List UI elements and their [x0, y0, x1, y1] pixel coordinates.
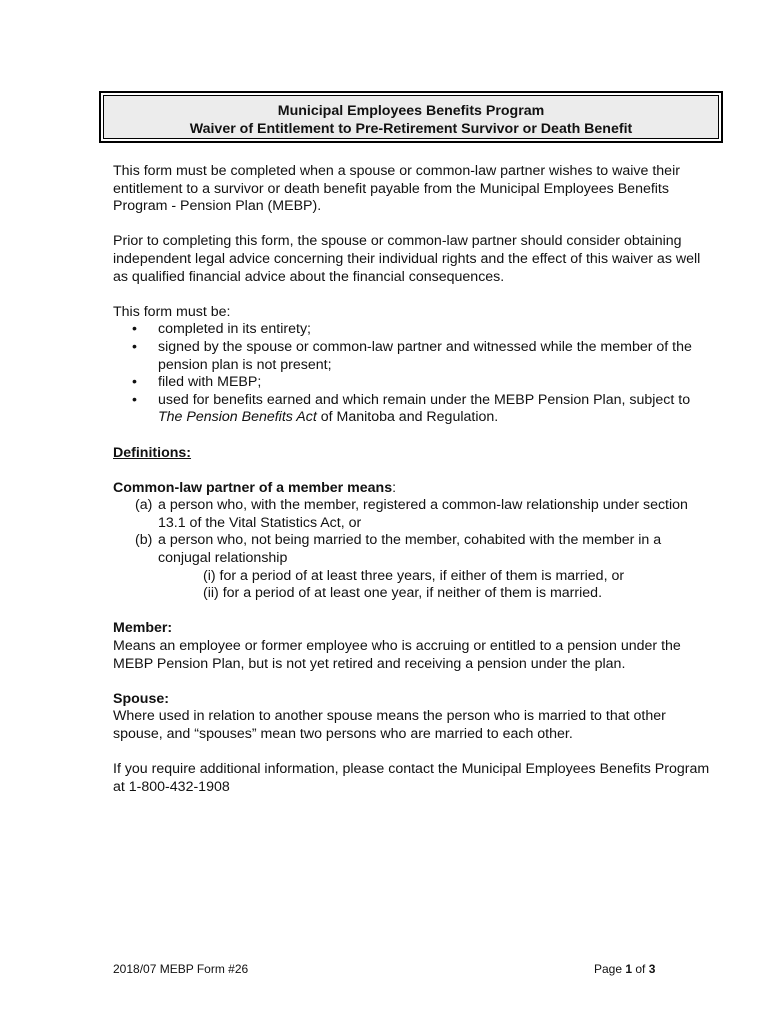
program-title: Municipal Employees Benefits Program [277, 103, 545, 119]
intro-paragraph-1: This form must be completed when a spouse or common-law partner wishes to waive their entitlement to a survivor or death benefit payable from the Municipal Employees Benefits Program - Pension Plan (MEBP). [113, 163, 680, 215]
requirement-text: filed with MEBP; [158, 374, 262, 391]
definitions-heading: Definitions: [113, 444, 192, 461]
page-total: 3 [648, 962, 656, 976]
definition-text: a person who, with the member, registered a common-law relationship under section 13.1 of the Vital Statistics Act, or [158, 497, 688, 531]
contact-paragraph: If you require additional information, please contact the Municipal Employees Benefits Program at 1-800-432-1908 [113, 761, 710, 795]
form-title: Waiver of Entitlement to Pre-Retirement Survivor or Death Benefit [189, 121, 633, 137]
definition-subitem-ii: (ii) for a period of at least one year, if neither of them is married. [203, 585, 603, 602]
spouse-term: Spouse: [113, 690, 169, 707]
requirement-text: completed in its entirety; [158, 321, 311, 338]
term-colon: : [392, 479, 397, 496]
requirement-text-pre: used for benefits earned and which remain under the MEBP Pension Plan, subject to [158, 391, 691, 408]
page-current: 1 [625, 962, 633, 976]
requirement-text: signed by the spouse or common-law partner and witnessed while the member of the pension plan is not present; [158, 338, 692, 373]
member-term: Member: [113, 620, 173, 637]
page-of: of [632, 962, 649, 976]
page-indicator [594, 962, 655, 976]
bullet-icon: • [132, 374, 137, 391]
form-identifier: 2018/07 MEBP Form #26 [113, 962, 249, 976]
requirements-list [113, 321, 713, 427]
requirement-text-post: of Manitoba and Regulation. [316, 409, 499, 426]
bullet-icon: • [132, 391, 137, 408]
common-law-term: Common-law partner of a member means [113, 479, 393, 496]
common-law-definition-label [113, 480, 713, 498]
definition-item-a [113, 497, 713, 532]
item-marker: (b) [135, 532, 153, 549]
definition-text: a person who, not being married to the member, cohabited with the member in a conjugal relationship [158, 532, 662, 567]
requirements-label: This form must be: [113, 303, 231, 320]
act-name: The Pension Benefits Act [158, 409, 317, 426]
page-label: Page [594, 962, 626, 976]
list-item [113, 374, 713, 392]
list-item [113, 321, 713, 339]
bullet-icon: • [132, 321, 137, 338]
form-body [113, 163, 713, 796]
definition-item-b [113, 532, 713, 567]
spouse-definition: Where used in relation to another spouse means the person who is married to that other spouse, and “spouses” mean two persons who are married to each other. [113, 708, 666, 742]
member-definition: Means an employee or former employee who is accruing or entitled to a pension under the MEBP Pension Plan, but is not yet retired and receiving a pension under the plan. [113, 638, 681, 672]
item-marker: (a) [135, 497, 153, 514]
definition-subitem-i: (i) for a period of at least three years, if either of them is married, or [203, 567, 625, 584]
intro-paragraph-2: Prior to completing this form, the spouse or common-law partner should consider obtaining independent legal advice concerning their individual rights and the effect of this waiver as well as qualified financial advice about the financial consequences. [113, 233, 701, 285]
bullet-icon: • [132, 338, 137, 355]
list-item [113, 339, 713, 374]
list-item [113, 392, 713, 427]
title-box [99, 91, 723, 143]
title-inner [103, 95, 719, 139]
